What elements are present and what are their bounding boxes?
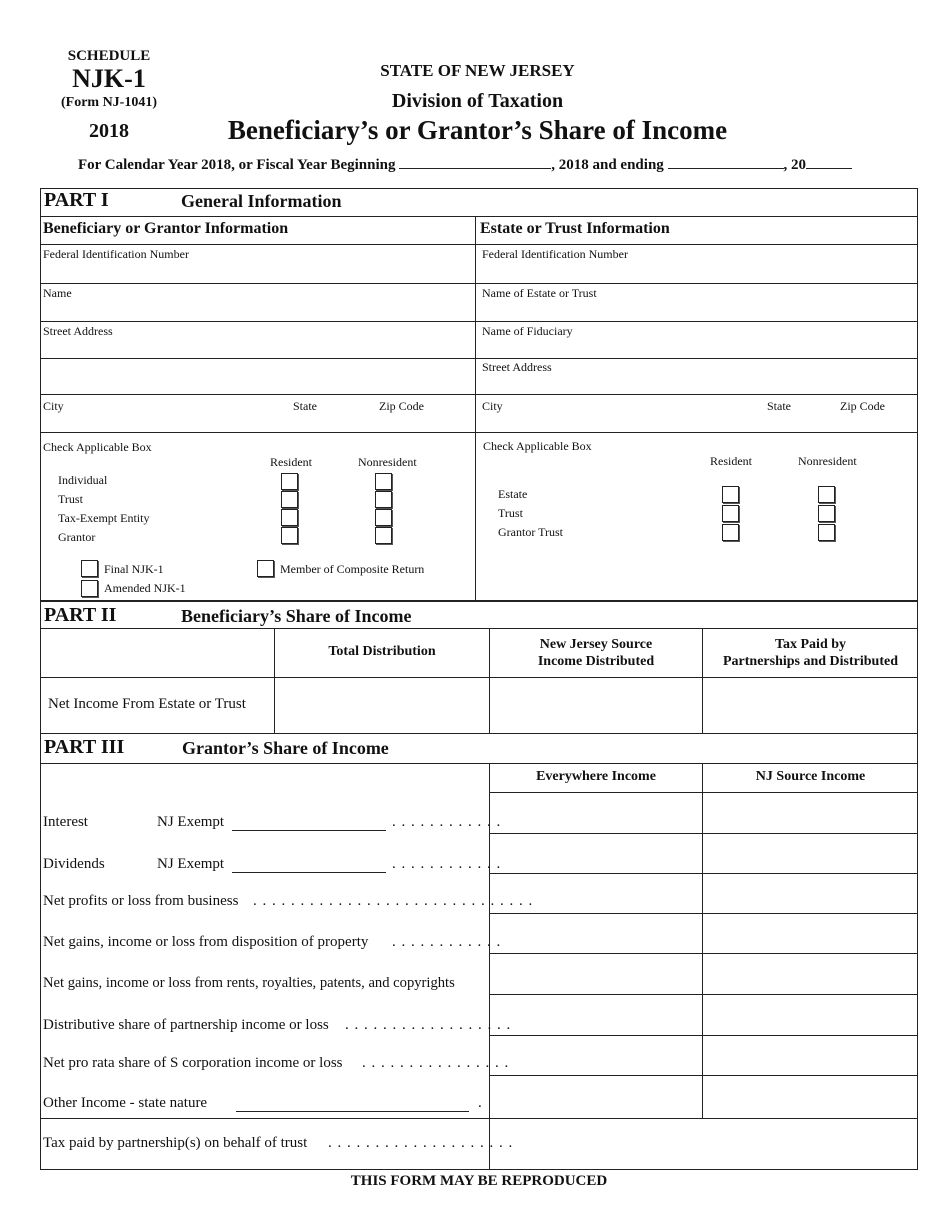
estate-state-field[interactable]: State	[767, 399, 791, 413]
interest-nj-source-field[interactable]	[703, 793, 917, 833]
dividends-nj-exempt-field[interactable]	[232, 857, 386, 873]
part1-title: General Information	[181, 191, 342, 211]
estate-zip-field[interactable]: Zip Code	[840, 399, 885, 413]
part2-label: PART II	[44, 604, 117, 626]
period-end: , 20	[783, 157, 807, 173]
partnership-everywhere-field[interactable]	[490, 995, 702, 1035]
partnership-leader-dots: . . . . . . . . . . . . . . . . . .	[345, 1017, 512, 1033]
division-name: Division of Taxation	[391, 90, 564, 112]
nj-source-income-header: NJ Source Income	[755, 769, 866, 784]
amended-njk1-checkbox[interactable]	[81, 580, 98, 597]
estate-city-field[interactable]: City	[482, 399, 503, 413]
period-prefix: For Calendar Year 2018, or Fiscal Year Beginning	[78, 157, 396, 173]
estate-trust-resident-checkbox[interactable]	[722, 505, 739, 522]
beneficiary-state-field[interactable]: State	[293, 399, 317, 413]
composite-return-checkbox[interactable]	[257, 560, 274, 577]
nj-source-header-line2: Income Distributed	[537, 654, 655, 669]
tax-paid-partnership-label: Tax paid by partnership(s) on behalf of trust	[43, 1135, 308, 1151]
s-corp-income-label: Net pro rata share of S corporation income or loss	[43, 1055, 343, 1071]
tax-exempt-nonresident-checkbox[interactable]	[375, 509, 392, 526]
business-nj-source-field[interactable]	[703, 874, 917, 913]
dividends-label: Dividends	[43, 856, 105, 872]
part3-label: PART III	[44, 736, 125, 758]
fiduciary-name-field[interactable]: Name of Fiduciary	[482, 324, 573, 338]
individual-nonresident-checkbox[interactable]	[375, 473, 392, 490]
total-distribution-header: Total Distribution	[328, 644, 436, 659]
fiscal-end-year-field[interactable]	[806, 168, 852, 169]
rents-nj-source-field[interactable]	[703, 954, 917, 994]
fiscal-begin-field[interactable]	[399, 168, 551, 169]
beneficiary-check-label: Check Applicable Box	[43, 440, 152, 454]
beneficiary-zip-field[interactable]: Zip Code	[379, 399, 424, 413]
type-grantor-label: Grantor	[58, 530, 96, 544]
tax-paid-header-line1: Tax Paid by	[774, 637, 847, 652]
property-disposition-label: Net gains, income or loss from disposition of property	[43, 934, 369, 950]
interest-leader-dots: . . . . . . . . . . . .	[392, 814, 502, 830]
beneficiary-fein-field[interactable]: Federal Identification Number	[43, 247, 189, 261]
property-leader-dots: . . . . . . . . . . . .	[392, 934, 502, 950]
tax-year: 2018	[89, 120, 129, 142]
other-income-everywhere-field[interactable]	[490, 1076, 702, 1118]
dividends-nj-source-field[interactable]	[703, 834, 917, 873]
nj-source-distributed-field[interactable]	[490, 678, 702, 732]
final-njk1-label: Final NJK-1	[104, 562, 164, 576]
rents-royalties-label: Net gains, income or loss from rents, royalties, patents, and copyrights	[43, 975, 455, 991]
beneficiary-resident-header: Resident	[270, 455, 312, 469]
estate-name-field[interactable]: Name of Estate or Trust	[482, 286, 597, 300]
grantor-resident-checkbox[interactable]	[281, 527, 298, 544]
part2-title: Beneficiary’s Share of Income	[181, 606, 412, 626]
tax-paid-header-line2: Partnerships and Distributed	[722, 654, 899, 669]
amended-njk1-label: Amended NJK-1	[104, 581, 186, 595]
form-title: Beneficiary’s or Grantor’s Share of Income	[227, 115, 728, 145]
beneficiary-street-field[interactable]: Street Address	[43, 324, 113, 338]
tax-paid-partnership-field[interactable]	[490, 1119, 917, 1169]
business-income-label: Net profits or loss from business	[43, 893, 239, 909]
interest-nj-exempt-field[interactable]	[232, 815, 386, 831]
tax-exempt-resident-checkbox[interactable]	[281, 509, 298, 526]
business-everywhere-field[interactable]	[490, 874, 702, 913]
everywhere-income-header: Everywhere Income	[536, 769, 656, 784]
type-tax-exempt-label: Tax-Exempt Entity	[58, 511, 150, 525]
beneficiary-nonresident-header: Nonresident	[358, 455, 417, 469]
dividends-nj-exempt-label: NJ Exempt	[157, 856, 225, 872]
estate-nonresident-checkbox[interactable]	[818, 486, 835, 503]
type-estate-trust-label: Trust	[498, 506, 523, 520]
form-id: NJK-1	[72, 64, 146, 93]
type-estate-label: Estate	[498, 487, 528, 501]
tax-paid-leader-dots: . . . . . . . . . . . . . . . . . . . .	[328, 1135, 514, 1151]
s-corp-nj-source-field[interactable]	[703, 1036, 917, 1075]
interest-nj-exempt-label: NJ Exempt	[157, 814, 225, 830]
estate-info-header: Estate or Trust Information	[480, 220, 670, 237]
composite-return-label: Member of Composite Return	[280, 562, 425, 576]
total-distribution-field[interactable]	[275, 678, 489, 732]
state-name: STATE OF NEW JERSEY	[380, 61, 575, 80]
other-income-description-field[interactable]	[236, 1096, 469, 1112]
estate-resident-header: Resident	[710, 454, 752, 468]
rents-everywhere-field[interactable]	[490, 954, 702, 994]
dividends-leader-dots: . . . . . . . . . . . .	[392, 856, 502, 872]
s-corp-leader-dots: . . . . . . . . . . . . . . . .	[362, 1055, 510, 1071]
tax-paid-partnerships-field[interactable]	[703, 678, 917, 732]
beneficiary-name-field[interactable]: Name	[43, 286, 72, 300]
other-income-label: Other Income - state nature	[43, 1095, 208, 1111]
estate-nonresident-header: Nonresident	[798, 454, 857, 468]
estate-street-field[interactable]: Street Address	[482, 360, 552, 374]
net-income-estate-label: Net Income From Estate or Trust	[48, 696, 246, 712]
beneficiary-street-line2-field[interactable]	[41, 359, 474, 394]
form-reference: (Form NJ-1041)	[60, 95, 158, 110]
partnership-income-label: Distributive share of partnership income or loss	[43, 1017, 329, 1033]
grantor-trust-resident-checkbox[interactable]	[722, 524, 739, 541]
period-mid: , 2018 and ending	[551, 157, 664, 173]
estate-fein-field[interactable]: Federal Identification Number	[482, 247, 628, 261]
individual-resident-checkbox[interactable]	[281, 473, 298, 490]
nj-source-header-line1: New Jersey Source	[539, 637, 653, 652]
tax-paid-partnerships-header	[703, 636, 918, 670]
estate-check-label: Check Applicable Box	[483, 439, 592, 453]
estate-trust-nonresident-checkbox[interactable]	[818, 505, 835, 522]
trust-resident-checkbox[interactable]	[281, 491, 298, 508]
tax-period-line	[78, 157, 852, 174]
other-income-nj-source-field[interactable]	[703, 1076, 917, 1118]
interest-everywhere-field[interactable]	[490, 793, 702, 833]
part1-label: PART I	[44, 189, 109, 211]
grantor-nonresident-checkbox[interactable]	[375, 527, 392, 544]
final-njk1-checkbox[interactable]	[81, 560, 98, 577]
partnership-nj-source-field[interactable]	[703, 995, 917, 1035]
beneficiary-info-header: Beneficiary or Grantor Information	[43, 220, 289, 237]
estate-resident-checkbox[interactable]	[722, 486, 739, 503]
beneficiary-city-field[interactable]: City	[43, 399, 64, 413]
reproduce-notice: THIS FORM MAY BE REPRODUCED	[350, 1173, 608, 1189]
schedule-label: SCHEDULE	[67, 48, 151, 64]
fiscal-end-field[interactable]	[668, 168, 784, 169]
other-income-leader-dot: .	[478, 1095, 482, 1111]
type-individual-label: Individual	[58, 473, 108, 487]
business-leader-dots: . . . . . . . . . . . . . . . . . . . . . . . . . . . . . .	[253, 893, 534, 909]
type-grantor-trust-label: Grantor Trust	[498, 525, 564, 539]
dividends-everywhere-field[interactable]	[490, 834, 702, 873]
interest-label: Interest	[43, 814, 88, 830]
s-corp-everywhere-field[interactable]	[490, 1036, 702, 1075]
nj-source-distributed-header	[490, 636, 702, 670]
property-nj-source-field[interactable]	[703, 914, 917, 953]
part3-title: Grantor’s Share of Income	[182, 738, 389, 758]
type-trust-label: Trust	[58, 492, 83, 506]
trust-nonresident-checkbox[interactable]	[375, 491, 392, 508]
grantor-trust-nonresident-checkbox[interactable]	[818, 524, 835, 541]
property-everywhere-field[interactable]	[490, 914, 702, 953]
